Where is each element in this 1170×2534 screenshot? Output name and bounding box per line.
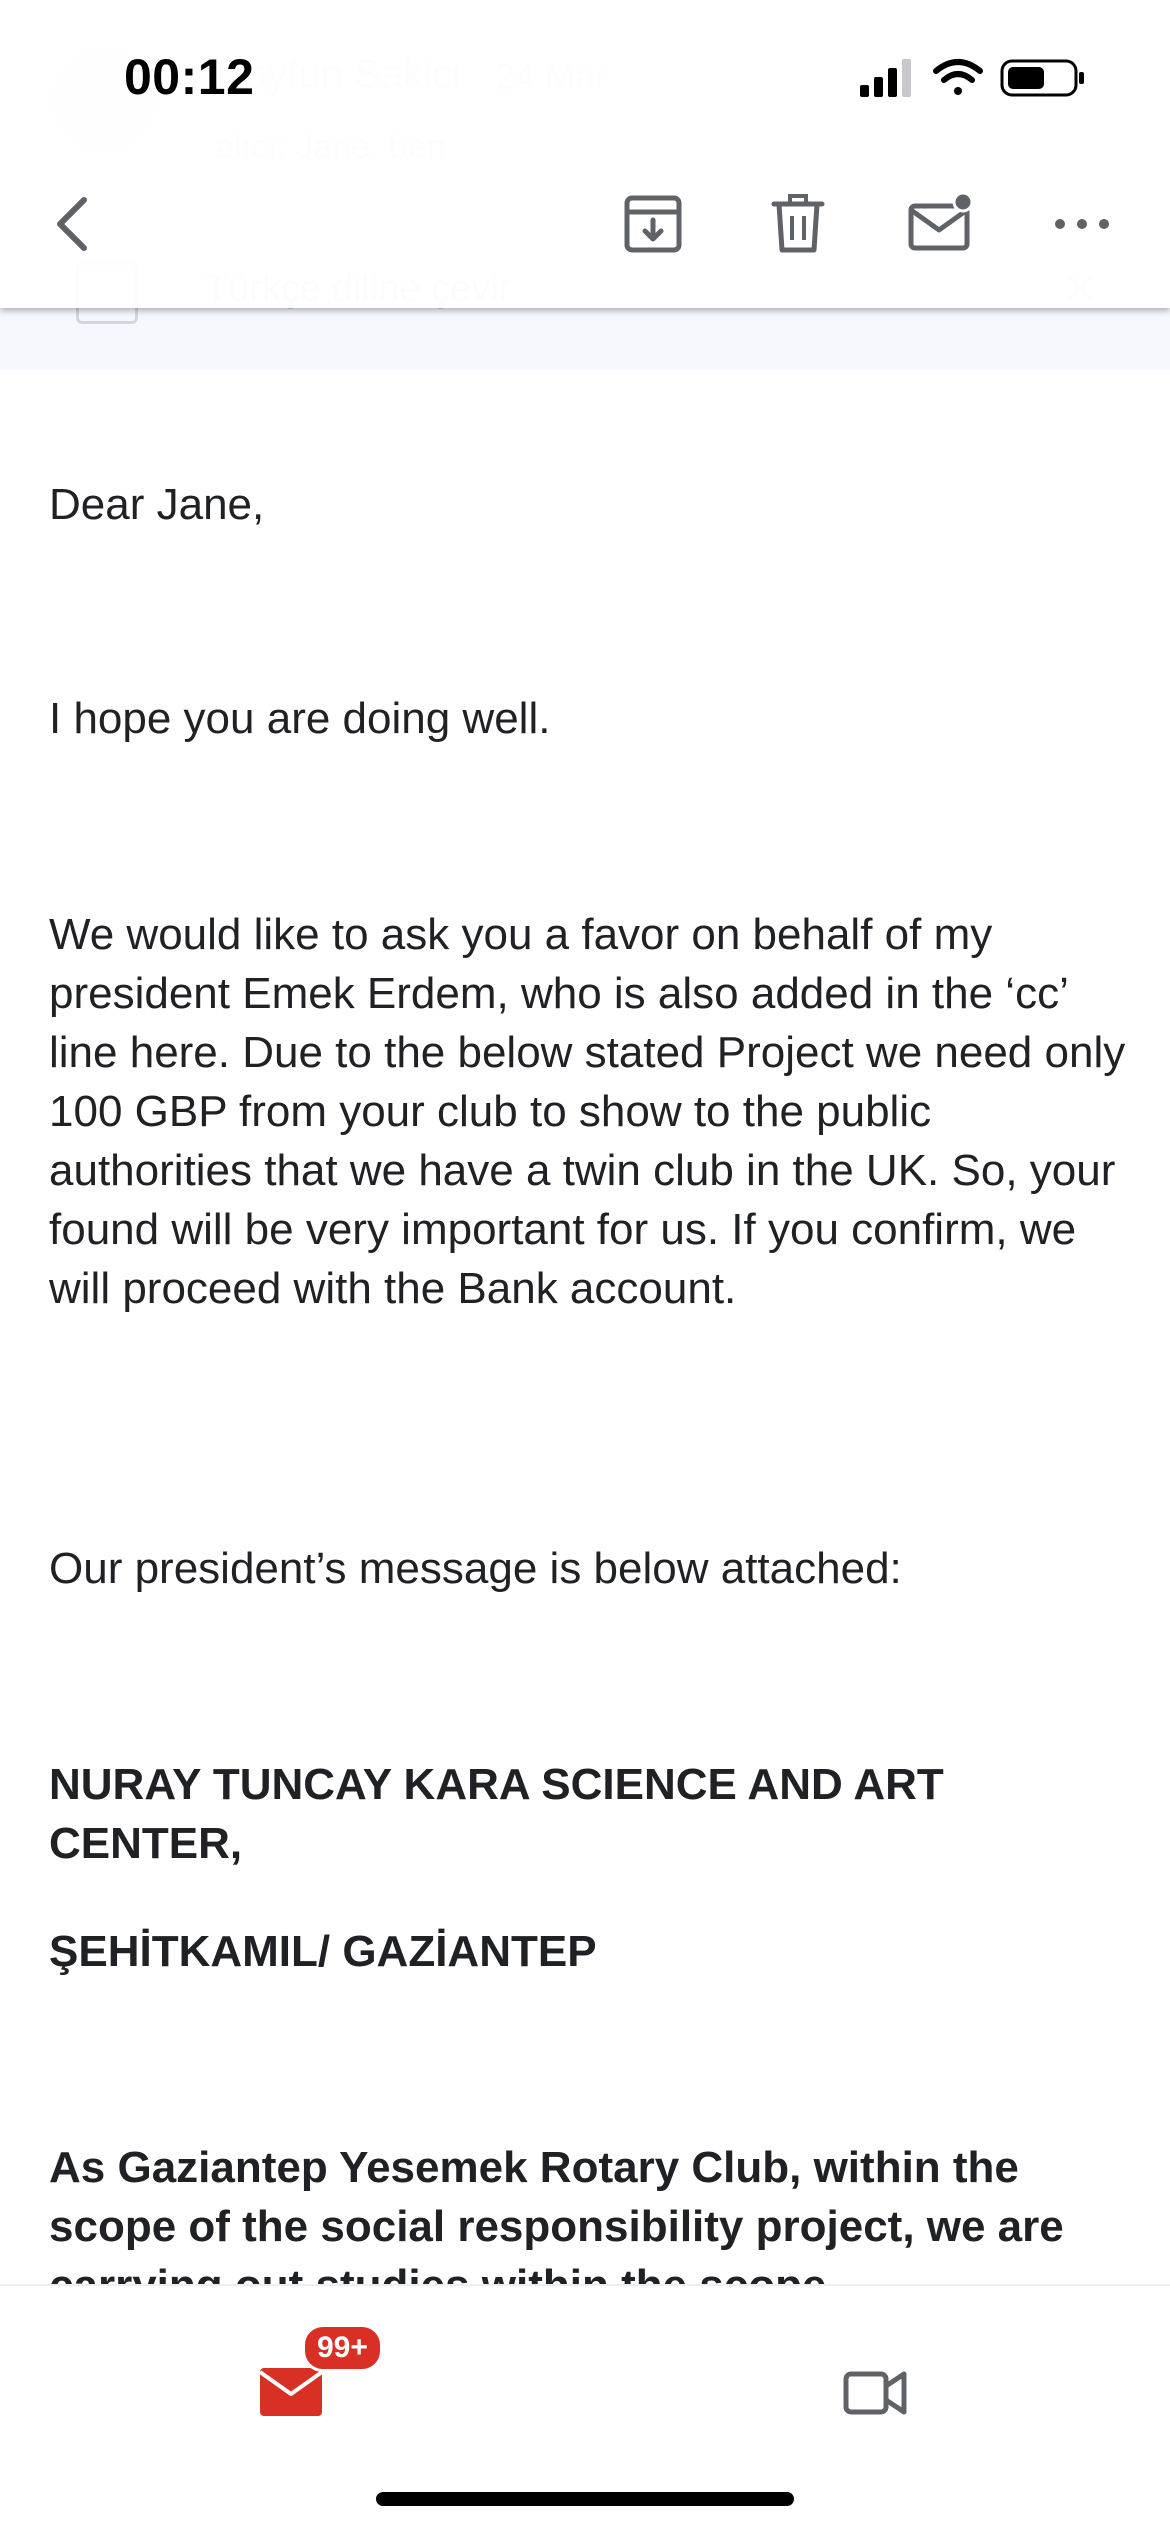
back-button[interactable] — [40, 188, 112, 260]
delete-button[interactable] — [762, 188, 834, 260]
status-time: 00:12 — [124, 49, 255, 105]
paragraph-3: Our president’s message is below attached: — [49, 1544, 902, 1593]
archive-button[interactable] — [617, 188, 689, 260]
signal-icon — [860, 59, 911, 97]
paragraph-2: We would like to ask you a favor on behalf of my president Emek Erdem, who is also added in the ‘cc’ line here. Due to the below stated Project we need only 100 GBP from your club to show to the public authorities that we have a twin club in the UK. So, your found will be very important for us. If you confirm, we will proceed with the Bank account. — [49, 910, 1126, 1313]
wifi-icon — [936, 62, 980, 95]
more-horizontal-icon — [1046, 188, 1118, 260]
top-toolbar — [0, 0, 1170, 308]
heading-center-name: NURAY TUNCAY KARA SCIENCE AND ART CENTER, — [49, 1760, 944, 1868]
more-options-button[interactable] — [1046, 188, 1118, 260]
mark-unread-button[interactable] — [905, 188, 977, 260]
archive-icon — [617, 188, 689, 260]
paragraph-4: As Gaziantep Yesemek Rotary Club, within the scope of the social responsibility project, we are — [49, 2143, 1064, 2251]
meet-tab[interactable] — [842, 2362, 908, 2422]
trash-icon — [762, 188, 834, 260]
home-indicator[interactable] — [376, 2492, 794, 2506]
battery-icon — [1002, 61, 1084, 95]
status-icons — [860, 55, 1090, 110]
unread-count-badge: 99+ — [302, 2324, 383, 2372]
heading-location: ŞEHİTKAMIL/ GAZİANTEP — [49, 1927, 597, 1976]
greeting: Dear Jane, — [49, 480, 265, 529]
mark-unread-icon — [905, 188, 977, 260]
chevron-left-icon — [40, 188, 112, 260]
video-camera-icon — [842, 2362, 908, 2422]
paragraph-1: I hope you are doing well. — [49, 694, 551, 743]
bottom-navigation — [0, 2284, 1170, 2534]
